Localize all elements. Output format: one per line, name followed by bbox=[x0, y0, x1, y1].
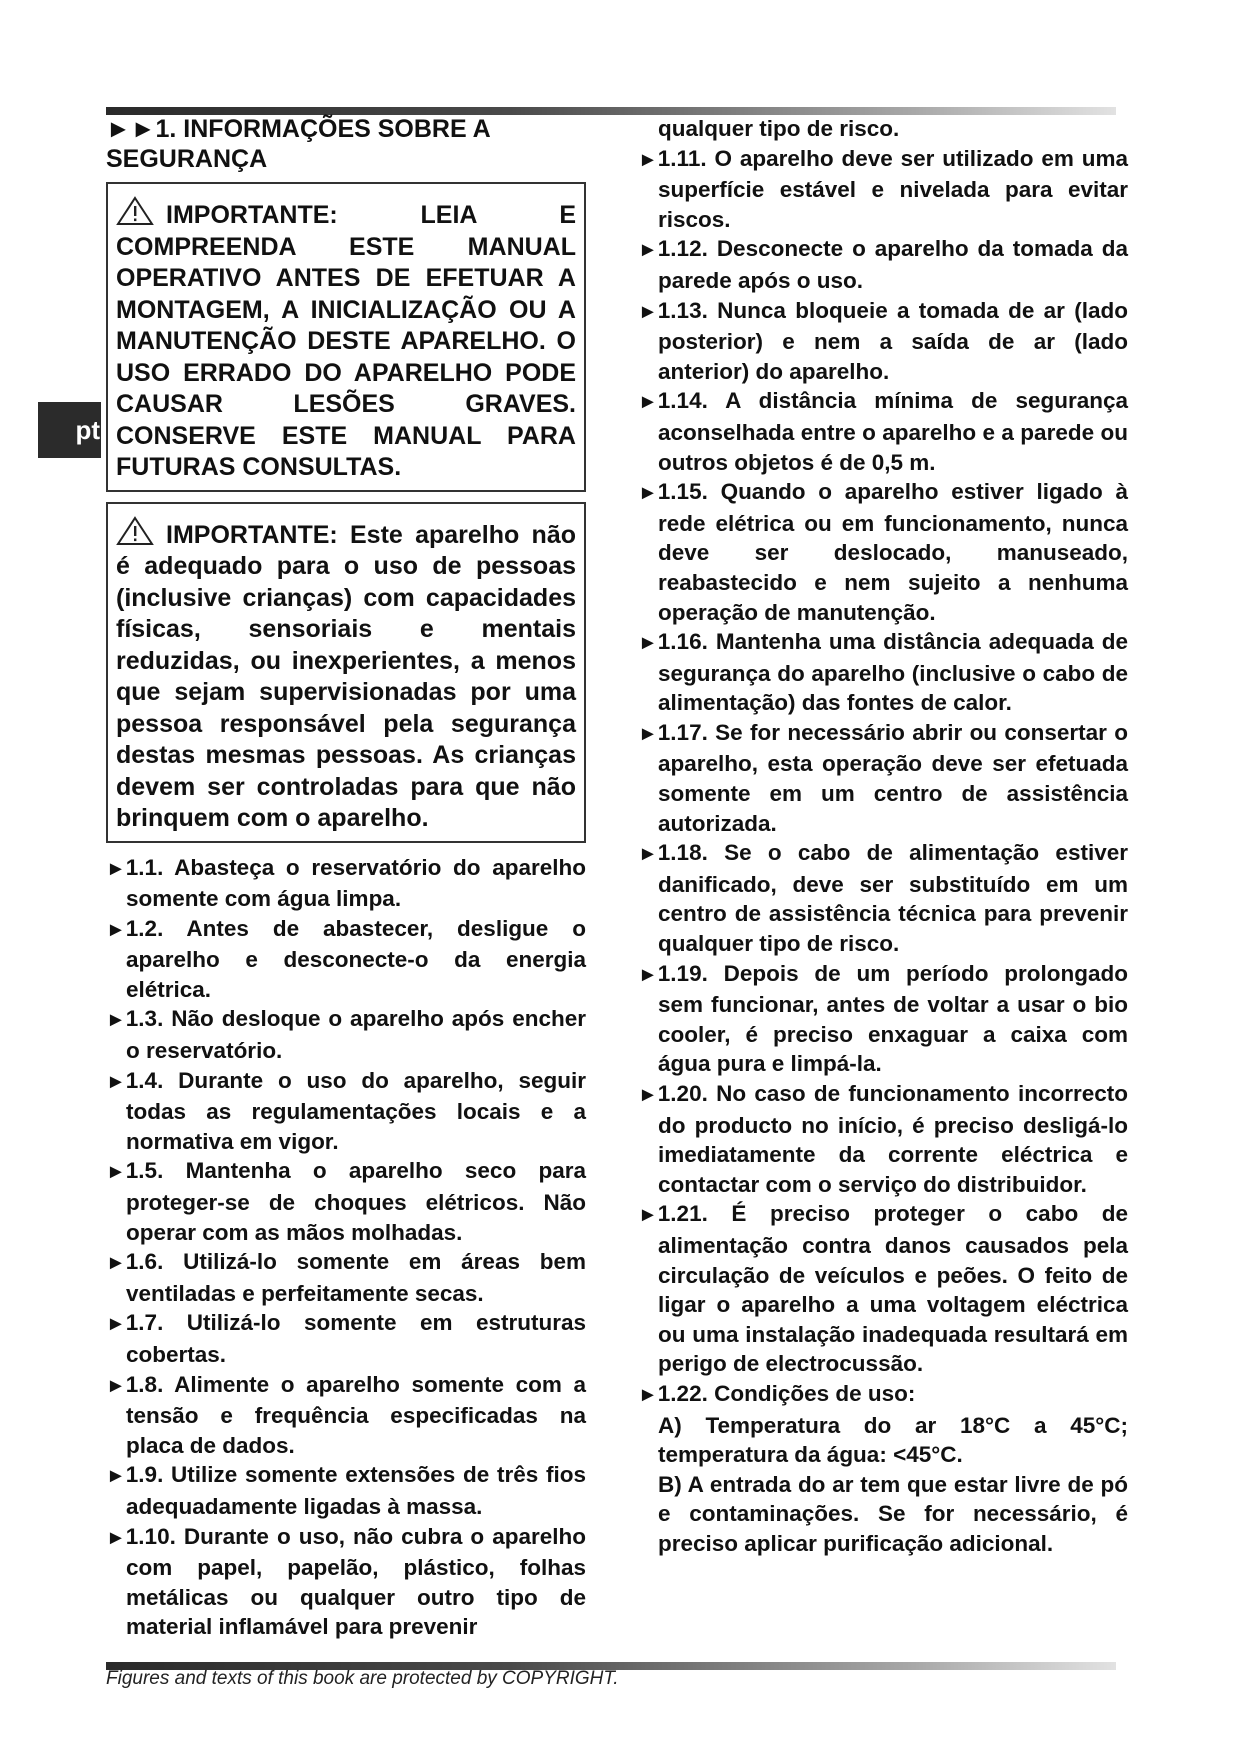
list-item bbox=[638, 477, 1128, 627]
list-item bbox=[106, 1156, 586, 1247]
item-text: A distância mínima de segurança aconselhada entre o aparelho e a parede ou outros objetos é de 0,5 m. bbox=[658, 388, 1128, 475]
item-text: Durante o uso, não cubra o aparelho com papel, papelão, plástico, folhas metálicas ou qualquer outro tipo de material inflamável para prevenir bbox=[126, 1523, 586, 1640]
list-item bbox=[638, 838, 1128, 958]
item-text: Utilizá-lo somente em estruturas cobertas. bbox=[126, 1310, 586, 1367]
condition-a: A) Temperatura do ar 18°C a 45°C; temperatura da água: <45°C. bbox=[658, 1412, 1128, 1468]
item-number: 1.4. bbox=[125, 1067, 164, 1093]
language-tab-label: pt bbox=[75, 414, 100, 445]
items-right-list bbox=[638, 144, 1128, 1559]
warning-triangle-icon bbox=[116, 516, 154, 546]
list-item bbox=[638, 144, 1128, 235]
arrow-bullet-icon: ► bbox=[106, 1161, 126, 1184]
item-number: 1.18. bbox=[657, 840, 708, 866]
item-number: 1.7. bbox=[125, 1310, 164, 1336]
item-number: 1.14. bbox=[657, 388, 708, 414]
item-number: 1.5. bbox=[125, 1158, 164, 1184]
item-text: Abasteça o reservatório do aparelho somente com água limpa. bbox=[126, 854, 586, 912]
item-number: 1.17. bbox=[657, 719, 708, 745]
item-text: Utilizá-lo somente em áreas bem ventiladas e perfeitamente secas. bbox=[126, 1249, 586, 1306]
list-item bbox=[106, 1522, 586, 1642]
list-item bbox=[638, 959, 1128, 1079]
arrow-bullet-icon: ► bbox=[638, 1204, 658, 1227]
arrow-bullet-icon: ► bbox=[106, 1313, 126, 1336]
arrow-bullet-icon: ► bbox=[638, 391, 658, 414]
item-number: 1.20. bbox=[657, 1081, 708, 1106]
warning-box-persons bbox=[106, 502, 586, 843]
item-text: Se for necessário abrir ou consertar o aparelho, esta operação deve ser efetuada somente em um centro de assistência autorizada. bbox=[658, 719, 1128, 836]
warning-triangle-icon bbox=[116, 196, 154, 226]
section-title-text: INFORMAÇÕES SOBRE A SEGURANÇA bbox=[106, 115, 490, 173]
arrow-bullet-icon: ► bbox=[638, 482, 658, 505]
arrow-bullet-icon: ► bbox=[638, 300, 658, 323]
list-item bbox=[106, 1370, 586, 1461]
warning-text-manual: IMPORTANTE: LEIA E COMPREENDA ESTE MANUAL OPERATIVO ANTES DE EFETUAR A MONTAGEM, A INICIALIZAÇÃO OU A MANUTENÇÃO DESTE APARELHO. O USO ERRADO DO APARELHO PODE CAUSAR LESÕES GRAVES. CONSERVE ESTE MANUAL PARA FUTURAS CONSULTAS. bbox=[116, 201, 576, 481]
item-text: Durante o uso do aparelho, seguir todas as regulamentações locais e a normativa em vigor. bbox=[126, 1067, 586, 1154]
item-text: Antes de abastecer, desligue o aparelho e desconecte-o da energia elétrica. bbox=[126, 915, 586, 1002]
arrow-bullet-icon: ► bbox=[638, 239, 658, 262]
list-item bbox=[638, 1199, 1128, 1379]
list-item bbox=[638, 234, 1128, 295]
item-number: 1.3. bbox=[125, 1006, 164, 1032]
item-text: Quando o aparelho estiver ligado à rede elétrica ou em funcionamento, nunca deve ser deslocado, manuseado, reabastecido e nem sujeito a nenhuma operação de manutenção. bbox=[658, 479, 1128, 625]
arrow-bullet-icon: ► bbox=[638, 1383, 658, 1406]
list-item bbox=[106, 914, 586, 1005]
arrow-bullet-icon: ► bbox=[638, 632, 658, 655]
arrow-bullet-icon: ► bbox=[638, 148, 658, 171]
item-number: 1.22. bbox=[657, 1380, 708, 1406]
continuation-text: qualquer tipo de risco. bbox=[658, 116, 900, 141]
arrow-bullet-icon: ► bbox=[106, 1374, 126, 1397]
item-text: Depois de um período prolongado sem funcionar, antes de voltar a usar o bio cooler, é preciso enxaguar a caixa com água pura e limpá-la. bbox=[658, 960, 1128, 1077]
item-number: 1.9. bbox=[125, 1462, 164, 1488]
arrow-bullet-icon: ► bbox=[638, 1084, 658, 1106]
item-text: Condições de uso: bbox=[714, 1380, 916, 1406]
item-number: 1.21. bbox=[657, 1201, 708, 1227]
arrow-bullet-icon: ► bbox=[106, 1070, 126, 1093]
list-item bbox=[638, 296, 1128, 387]
item-text: Mantenha o aparelho seco para proteger-se de choques elétricos. Não operar com as mãos molhadas. bbox=[126, 1158, 586, 1245]
list-item bbox=[638, 1379, 1128, 1411]
item-text: Mantenha uma distância adequada de segurança do aparelho (inclusive o cabo de alimentação) das fontes de calor. bbox=[658, 629, 1128, 716]
list-item bbox=[638, 718, 1128, 838]
arrow-bullet-icon: ► bbox=[106, 1252, 126, 1275]
item-number: 1.8. bbox=[125, 1371, 164, 1397]
warning-text-persons: IMPORTANTE: Este aparelho não é adequado para o uso de pessoas (inclusive crianças) com capacidades físicas, sensoriais e mentais reduzidas, ou inexperientes, a menos que sejam supervisionadas por uma pessoa responsável pela segurança destas mesmas pessoas. As crianças devem ser controladas para que não brinquem com o aparelho. bbox=[116, 520, 576, 832]
item-number: 1.2. bbox=[125, 915, 164, 941]
list-item bbox=[638, 1079, 1128, 1199]
item-number: 1.10. bbox=[125, 1523, 176, 1549]
item-number: 1.11. bbox=[657, 145, 707, 171]
arrow-bullet-icon: ► bbox=[106, 1526, 126, 1549]
left-column bbox=[106, 114, 586, 1642]
item-number: 1.1. bbox=[125, 854, 164, 880]
item-text: O aparelho deve ser utilizado em uma superfície estável e nivelada para evitar riscos. bbox=[658, 145, 1128, 232]
list-item bbox=[106, 1066, 586, 1157]
condition-b: B) A entrada do ar tem que estar livre de pó e contaminações. Se for necessário, é preciso aplicar purificação adicional. bbox=[658, 1471, 1128, 1556]
item-text: Alimente o aparelho somente com a tensão e frequência especificadas na placa de dados. bbox=[126, 1371, 586, 1458]
item-number: 1.19. bbox=[657, 960, 708, 986]
list-item bbox=[106, 1460, 586, 1521]
item-text: Se o cabo de alimentação estiver danificado, deve ser substituído em um centro de assistência técnica para prevenir qualquer tipo de risco. bbox=[658, 840, 1128, 957]
items-left-list bbox=[106, 853, 586, 1642]
arrow-bullet-icon: ► bbox=[638, 843, 658, 866]
arrow-bullet-icon: ► bbox=[106, 1465, 126, 1488]
arrow-bullet-icon: ► bbox=[106, 918, 126, 941]
arrow-bullet-icon: ► bbox=[638, 963, 658, 986]
right-column bbox=[638, 114, 1128, 1559]
item-number: 1.15. bbox=[657, 479, 708, 505]
copyright-footer: Figures and texts of this book are protected by COPYRIGHT. bbox=[106, 1668, 619, 1689]
item-number: 1.13. bbox=[657, 297, 708, 323]
item-number: 1.16. bbox=[657, 629, 708, 655]
section-title-prefix: ►►1. bbox=[106, 115, 184, 143]
item-text: É preciso proteger o cabo de alimentação contra danos causados pela circulação de veículos e peões. O feito de ligar o aparelho a uma voltagem eléctrica ou uma instalação inadequada resultará em perigo de electrocussão. bbox=[658, 1201, 1128, 1377]
language-tab bbox=[38, 402, 101, 458]
item-number: 1.12. bbox=[657, 236, 708, 262]
list-item bbox=[638, 627, 1128, 718]
list-item bbox=[106, 1004, 586, 1065]
item-text: No caso de funcionamento incorrecto do producto no início, é preciso desligá-lo imediatamente da corrente eléctrica e contactar com o serviço do distribuidor. bbox=[658, 1081, 1128, 1197]
warning-box-manual bbox=[106, 182, 586, 492]
arrow-bullet-icon: ► bbox=[638, 722, 658, 745]
list-item bbox=[106, 853, 586, 914]
arrow-bullet-icon: ► bbox=[106, 857, 126, 880]
item-text: Utilize somente extensões de três fios adequadamente ligadas à massa. bbox=[126, 1462, 586, 1519]
arrow-bullet-icon: ► bbox=[106, 1009, 126, 1032]
item-text: Nunca bloqueie a tomada de ar (lado posterior) e nem a saída de ar (lado anterior) do aparelho. bbox=[658, 297, 1128, 384]
section-title bbox=[106, 114, 586, 174]
list-item bbox=[106, 1308, 586, 1369]
item-text: Desconecte o aparelho da tomada da parede após o uso. bbox=[658, 236, 1128, 293]
list-item bbox=[638, 386, 1128, 477]
list-item bbox=[106, 1247, 586, 1308]
item-text: Não desloque o aparelho após encher o reservatório. bbox=[126, 1006, 586, 1064]
item-number: 1.6. bbox=[125, 1249, 164, 1275]
